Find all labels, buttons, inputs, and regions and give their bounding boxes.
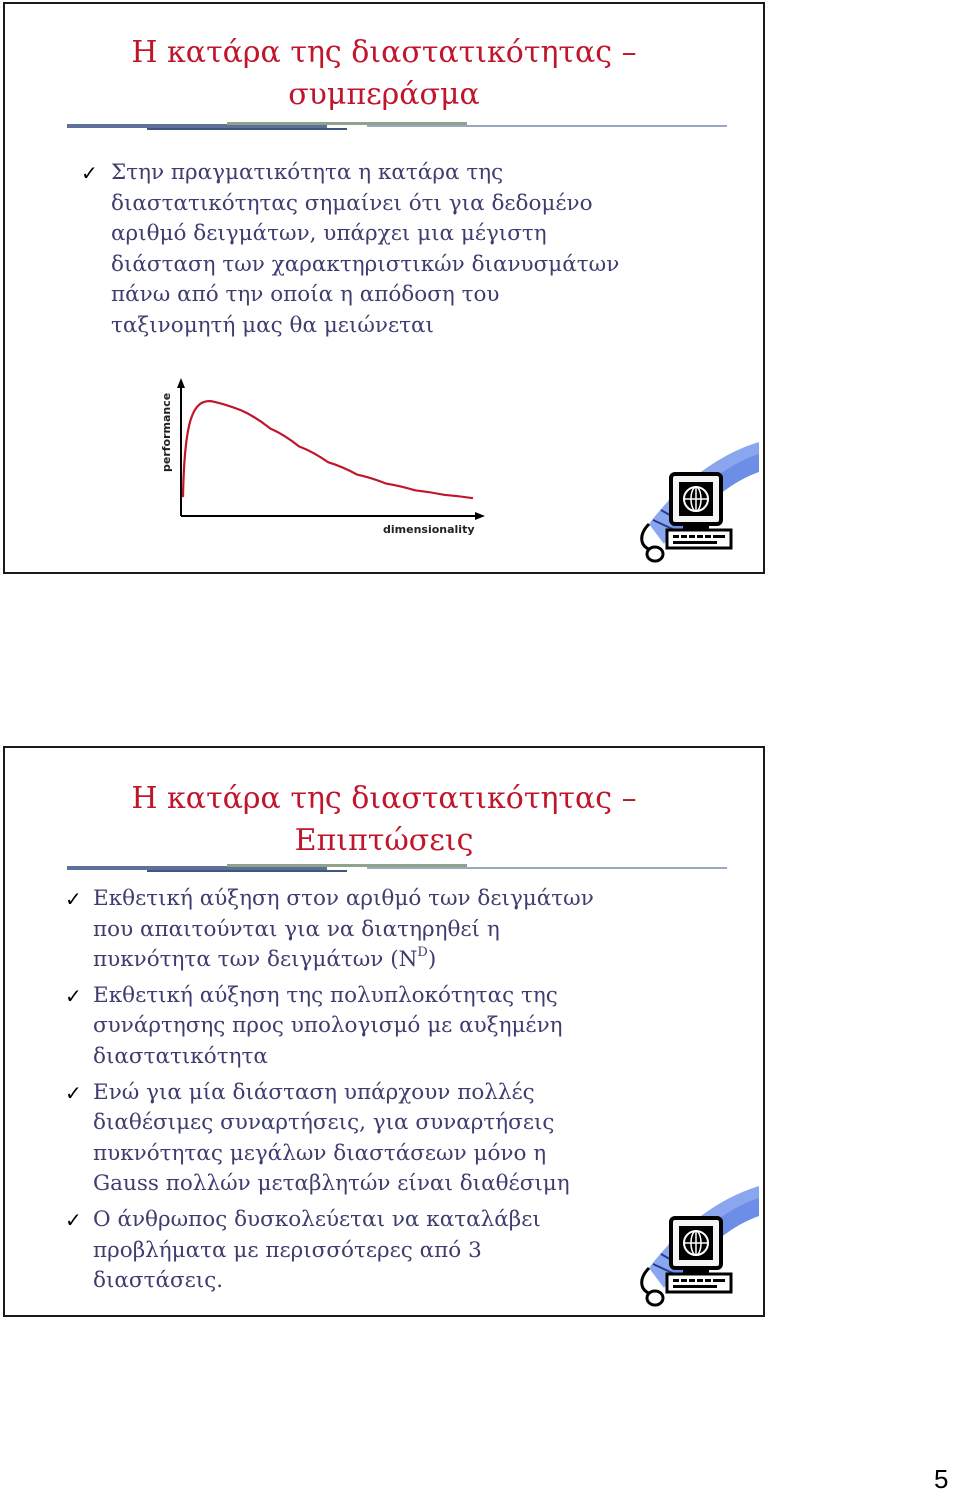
bullet-item [65, 884, 725, 976]
bullet-line: Gauss πολλών μεταβλητών είναι διαθέσιμη [93, 1171, 570, 1197]
bullet-line: πάνω από την οποία η απόδοση του [111, 282, 500, 308]
checkmark-icon: ✓ [65, 887, 82, 911]
bullet-line [93, 947, 436, 972]
bullet-text: πυκνότητα των δειγμάτων (N [93, 947, 418, 973]
bullet-line: διαστατικότητα [93, 1043, 268, 1069]
bullet-line: που απαιτούνται για να διατηρηθεί η [93, 916, 500, 942]
bullet-line: διαστάσεις. [93, 1268, 224, 1294]
bullet-line: Στην πραγματικότητα η κατάρα της [111, 160, 504, 185]
computer-clipart-icon [609, 1178, 759, 1323]
y-axis-label: performance [160, 392, 173, 472]
computer-clipart-icon [609, 434, 759, 579]
checkmark-icon: ✓ [81, 161, 98, 185]
slide-2-title-line-2: Επιπτώσεις [294, 823, 474, 858]
bullet-line: ταξινομητή μας θα μειώνεται [111, 312, 434, 338]
title-divider [67, 120, 727, 132]
slide-1-bullet-list [81, 158, 681, 342]
slide-2-title-line-1: Η κατάρα της διαστατικότητας – [131, 781, 637, 816]
x-axis-arrow [475, 512, 485, 520]
bullet-line: διάσταση των χαρακτηριστικών διανυσμάτων [111, 251, 620, 277]
title-divider [67, 862, 727, 874]
checkmark-icon: ✓ [65, 1207, 82, 1232]
slide-2 [3, 746, 765, 1317]
y-axis-arrow [177, 378, 185, 388]
bullet-text: ) [427, 947, 437, 973]
bullet-line: προβλήματα με περισσότερες από 3 [93, 1237, 482, 1263]
bullet-line: πυκνότητας μεγάλων διαστάσεων μόνο η [93, 1140, 547, 1166]
slide-1-title [5, 32, 763, 116]
bullet-line: διαθέσιμες συναρτήσεις, για συναρτήσεις [93, 1110, 555, 1136]
performance-dimensionality-chart [155, 376, 485, 546]
bullet-line: Ενώ για μία διάσταση υπάρχουν πολλές [93, 1079, 535, 1105]
x-axis-label: dimensionality [383, 523, 475, 536]
superscript: D [417, 945, 428, 961]
slide-1-title-line-2: συμπεράσμα [288, 77, 480, 112]
bullet-line: αριθμό δειγμάτων, υπάρχει μια μέγιστη [111, 221, 547, 247]
slide-2-title [5, 778, 763, 862]
bullet-item [81, 158, 681, 342]
bullet-line: Εκθετική αύξηση στον αριθμό των δειγμάτων [93, 886, 594, 911]
bullet-line: διαστατικότητας σημαίνει ότι για δεδομένο [111, 190, 593, 216]
slide-1 [3, 2, 765, 574]
bullet-line: Εκθετική αύξηση της πολυπλοκότητας της [93, 982, 558, 1008]
bullet-item [65, 981, 725, 1073]
bullet-line: συνάρτησης προς υπολογισμό με αυξημένη [93, 1013, 563, 1039]
checkmark-icon: ✓ [65, 983, 82, 1008]
page-number: 5 [934, 1464, 949, 1494]
slide-1-title-line-1: Η κατάρα της διαστατικότητας – [131, 35, 637, 70]
bullet-line: Ο άνθρωπος δυσκολεύεται να καταλάβει [93, 1206, 541, 1232]
checkmark-icon: ✓ [65, 1080, 82, 1105]
performance-curve [183, 401, 473, 498]
